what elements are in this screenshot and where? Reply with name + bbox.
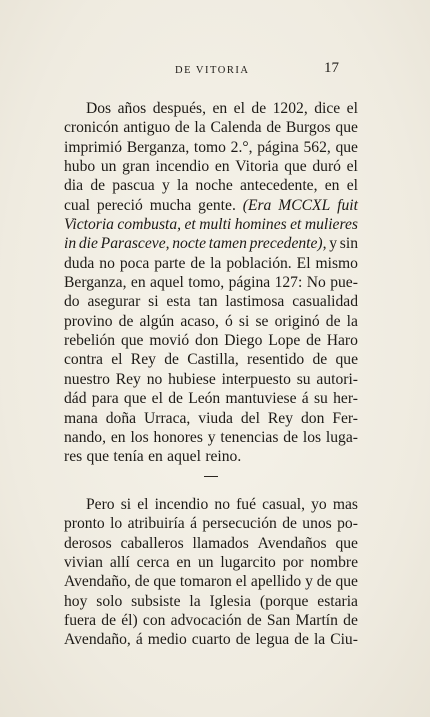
word: Calenda: [210, 119, 262, 137]
word: no: [99, 254, 115, 272]
word: caballeros: [120, 534, 184, 552]
word: (porque: [259, 592, 309, 610]
word: dice: [314, 100, 341, 117]
word: gran: [122, 158, 150, 176]
word: casualidad: [292, 293, 358, 311]
word: si: [238, 312, 250, 330]
word: que: [335, 351, 358, 369]
word: en: [212, 100, 228, 117]
word: sin: [339, 235, 358, 253]
word: página: [257, 138, 299, 156]
text-line: [64, 389, 358, 408]
word: el: [233, 100, 245, 117]
word: aquel: [150, 274, 184, 292]
text-line: [64, 157, 358, 176]
word: de: [312, 351, 328, 369]
word: hoy: [64, 592, 88, 610]
paragraph: [64, 495, 358, 650]
word: gente.: [198, 196, 236, 214]
word: el: [151, 390, 163, 408]
word: en: [148, 448, 163, 466]
word: la: [313, 631, 326, 649]
word: cual: [64, 196, 90, 214]
word: de: [325, 312, 341, 330]
word: 2.°,: [230, 138, 253, 156]
italic-word: homines: [234, 216, 287, 234]
word: de: [90, 177, 106, 195]
text-line: [64, 176, 358, 195]
word: imprimió: [64, 138, 123, 156]
text-line: [64, 534, 358, 553]
word: cerca: [136, 553, 170, 571]
word: Avendaños: [257, 534, 327, 552]
word: Lope: [268, 332, 301, 350]
word: por: [282, 553, 304, 571]
word: Rey: [267, 409, 294, 427]
word: que: [123, 390, 147, 408]
word: de: [251, 100, 267, 117]
word: incendio: [154, 495, 209, 513]
word: á: [190, 515, 198, 533]
word: Fer-: [332, 409, 358, 427]
word: los: [130, 428, 149, 446]
text-line: [64, 254, 358, 273]
text-line: [64, 292, 358, 311]
word: años: [117, 100, 147, 117]
word: 562,: [303, 138, 331, 156]
word: fué: [236, 495, 257, 513]
text-line: [64, 370, 358, 389]
word: tenía: [113, 448, 144, 466]
word: 127:: [274, 274, 303, 292]
word: el: [346, 158, 358, 176]
word: duda: [64, 254, 95, 272]
word: de: [134, 573, 150, 591]
word: un: [197, 553, 214, 571]
word: Avendaño,: [64, 631, 131, 649]
text-line: [64, 99, 358, 118]
italic-word: Victoria: [64, 216, 114, 234]
word: después,: [152, 100, 206, 117]
word: asegurar: [87, 293, 141, 311]
italic-word: nocte: [172, 235, 207, 253]
word: que: [120, 332, 144, 350]
word: de: [316, 573, 332, 591]
word: mantuviese: [225, 390, 297, 408]
word: población.: [226, 254, 292, 272]
word: Vitoria: [235, 158, 279, 176]
word: del: [240, 409, 260, 427]
word: nombre: [310, 553, 358, 571]
word: no: [146, 370, 163, 388]
paragraph: [64, 99, 358, 467]
word: de: [266, 119, 282, 137]
word: de: [101, 611, 116, 629]
word: resentido: [247, 351, 305, 369]
word: ó: [224, 312, 233, 330]
word: á: [301, 390, 309, 408]
word: her-: [333, 390, 358, 408]
word: con: [142, 611, 166, 629]
word: que: [86, 448, 110, 466]
word: la: [177, 177, 189, 195]
word: en: [324, 177, 340, 195]
text-line: [64, 196, 358, 215]
word: mana: [64, 409, 98, 427]
word: Ciu-: [330, 631, 358, 649]
word: la: [189, 592, 201, 610]
word: de: [190, 254, 206, 272]
word: tenencias: [220, 428, 279, 446]
word: en: [110, 428, 126, 446]
word: subsiste: [131, 592, 181, 610]
word: legua: [255, 631, 290, 649]
word: de: [343, 611, 358, 629]
word: parte: [154, 254, 186, 272]
word: esta: [166, 293, 191, 311]
word: su: [296, 370, 311, 388]
italic-word: mulieres: [304, 216, 358, 234]
italic-word: (Era: [242, 196, 272, 214]
word: yo: [311, 495, 327, 513]
running-title: DE VITORIA: [175, 65, 250, 76]
text-line: [64, 350, 358, 369]
word: Pero: [86, 495, 115, 513]
word: incendio: [155, 158, 210, 176]
word: Haro: [326, 332, 358, 350]
word: lastimosa: [225, 293, 285, 311]
word: noche: [195, 177, 233, 195]
word: de: [283, 428, 298, 446]
word: se: [255, 312, 269, 330]
word: antecedente,: [240, 177, 318, 195]
text-line: [64, 138, 358, 157]
word: mas: [332, 495, 358, 513]
text-line: [64, 611, 358, 630]
page-number: 17: [324, 60, 339, 76]
word: á: [135, 631, 143, 649]
word: Martín: [295, 611, 338, 629]
word: El: [296, 254, 311, 272]
word: el: [346, 100, 358, 117]
word: fuera: [64, 611, 97, 629]
word: pereció: [96, 196, 143, 214]
word: y: [305, 573, 313, 591]
text-line: [64, 572, 358, 591]
text-line: [64, 234, 358, 253]
word: y: [329, 235, 338, 253]
word: que: [335, 119, 358, 137]
word: allí: [109, 553, 130, 571]
word: honores: [153, 428, 203, 446]
word: do: [64, 293, 80, 311]
word: hubo: [64, 158, 96, 176]
word: que: [284, 158, 307, 176]
word: de: [118, 312, 134, 330]
word: pue-: [330, 274, 358, 292]
text-line: [64, 630, 358, 649]
word: León: [188, 390, 221, 408]
word: 1202,: [272, 100, 308, 117]
word: algún: [139, 312, 175, 330]
word: página: [228, 274, 271, 292]
word: atribuiría: [127, 515, 185, 533]
word: Berganza,: [126, 138, 190, 156]
word: Berganza,: [64, 274, 127, 292]
word: el: [137, 495, 149, 513]
text-line: [64, 447, 358, 466]
running-head: [0, 60, 430, 80]
word: que: [335, 138, 358, 156]
text-line: [64, 331, 358, 350]
word: persecución: [202, 515, 277, 533]
word: Castilla,: [187, 351, 239, 369]
word: cronicón: [64, 119, 119, 137]
word: pascua: [112, 177, 155, 195]
word: don: [300, 409, 325, 427]
text-line: [64, 592, 358, 611]
word: po-: [337, 515, 358, 533]
word: Rey: [115, 370, 141, 388]
word: la: [210, 254, 222, 272]
word: poca: [119, 254, 150, 272]
word: la: [194, 119, 206, 137]
word: un: [100, 158, 117, 176]
italic-word: in: [64, 235, 77, 253]
word: casual,: [262, 495, 306, 513]
word: que: [153, 573, 176, 591]
word: rebelión: [64, 332, 116, 350]
word: para: [91, 390, 119, 408]
word: solo: [96, 592, 123, 610]
italic-word: Parasceve,: [100, 235, 170, 253]
italic-word: et: [184, 216, 196, 234]
word: el: [111, 351, 123, 369]
word: de: [174, 119, 190, 137]
text-line: [64, 409, 358, 428]
word: originó: [274, 312, 320, 330]
word: si: [120, 495, 132, 513]
word: que: [335, 534, 358, 552]
word: doña: [105, 409, 137, 427]
word: dia: [64, 177, 84, 195]
word: No: [306, 274, 326, 292]
word: cuarto: [191, 631, 231, 649]
italic-word: et: [290, 216, 302, 234]
word: Burgos: [285, 119, 331, 137]
word: duró: [312, 158, 341, 176]
word: mucha: [149, 196, 192, 214]
word: estaria: [317, 592, 358, 610]
word: la: [346, 312, 358, 330]
text-line: [64, 514, 358, 533]
word: de: [235, 631, 251, 649]
text-line: [64, 215, 358, 234]
text-line: [64, 118, 358, 137]
word: si: [148, 293, 159, 311]
word: Rey: [130, 351, 156, 369]
section-divider: [204, 476, 218, 477]
italic-word: multi: [199, 216, 232, 234]
word: viuda: [198, 409, 233, 427]
word: que: [335, 573, 358, 591]
text-line: [64, 495, 358, 514]
word: y: [207, 428, 216, 446]
word: Iglesia: [209, 592, 252, 610]
word: Dos: [86, 100, 112, 117]
word: medio: [147, 631, 187, 649]
word: don: [195, 332, 219, 350]
italic-word: combusta,: [117, 216, 182, 234]
word: autori-: [316, 370, 358, 388]
word: pronto: [64, 515, 105, 533]
word: tomo: [193, 138, 226, 156]
text-line: [64, 312, 358, 331]
word: de: [246, 611, 262, 629]
word: vivian: [64, 553, 103, 571]
word: derosos: [64, 534, 112, 552]
italic-word: fuit: [337, 196, 358, 214]
word: Diego: [224, 332, 263, 350]
word: en: [176, 553, 192, 571]
word: de: [306, 332, 321, 350]
word: lo: [110, 515, 123, 533]
word: interpuesto: [221, 370, 291, 388]
word: llamados: [192, 534, 249, 552]
word: lugarcito: [220, 553, 276, 571]
word: de: [168, 390, 183, 408]
word: de: [164, 351, 179, 369]
word: nando,: [64, 428, 107, 446]
word: unos: [302, 515, 332, 533]
text-line: [64, 553, 358, 572]
word: res: [64, 448, 83, 466]
text-line: [64, 273, 358, 292]
word: luga-: [325, 428, 358, 446]
word: nuestro: [64, 370, 110, 388]
word: tomo,: [188, 274, 225, 292]
italic-word: tamen: [208, 235, 247, 253]
word: tan: [198, 293, 218, 311]
word: reino.: [205, 448, 242, 466]
word: el: [235, 573, 247, 591]
word: antiguo: [123, 119, 171, 137]
text-line: [64, 428, 358, 447]
word: él): [121, 611, 138, 629]
word: en: [130, 274, 146, 292]
word: provino: [64, 312, 113, 330]
word: los: [302, 428, 322, 446]
word: San: [266, 611, 291, 629]
word: dád: [64, 390, 87, 408]
word: acaso,: [180, 312, 219, 330]
word: hubiese: [168, 370, 216, 388]
word: Avendaño,: [64, 573, 131, 591]
word: tomaron: [179, 573, 232, 591]
word: aquel: [167, 448, 201, 466]
word: no: [214, 495, 230, 513]
italic-word: MCCXL: [278, 196, 331, 214]
word: de: [294, 631, 309, 649]
word: movió: [149, 332, 190, 350]
italic-word: precedente),: [249, 235, 327, 253]
word: el: [346, 177, 358, 195]
word: apellido: [250, 573, 302, 591]
body-text: [64, 99, 358, 650]
word: Urraca,: [144, 409, 191, 427]
word: en: [214, 158, 230, 176]
word: su: [313, 390, 328, 408]
word: mismo: [315, 254, 358, 272]
word: de: [282, 515, 297, 533]
word: contra: [64, 351, 103, 369]
italic-word: die: [78, 235, 98, 253]
word: advocación: [170, 611, 242, 629]
word: y: [161, 177, 170, 195]
